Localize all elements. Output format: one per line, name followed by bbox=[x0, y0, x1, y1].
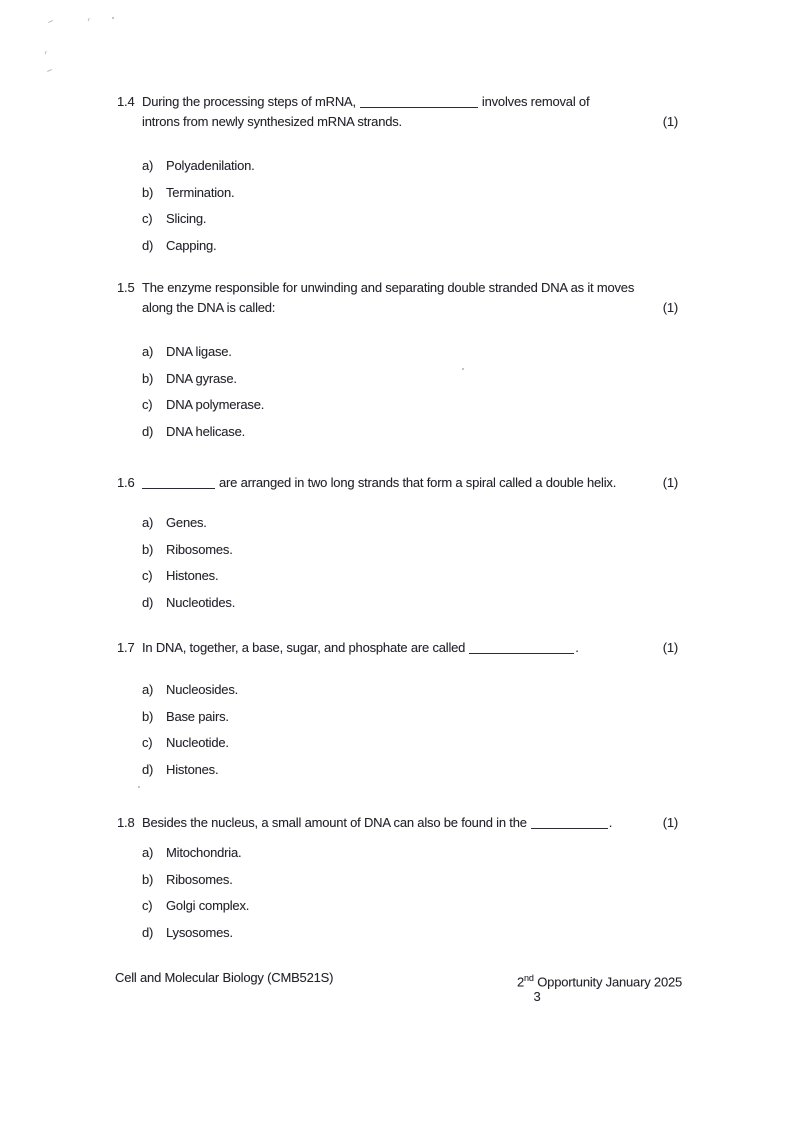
question-number: 1.7 bbox=[117, 640, 135, 655]
scan-artifact bbox=[88, 17, 94, 22]
option-text: Genes. bbox=[166, 515, 207, 530]
option-letter: d) bbox=[142, 761, 154, 777]
option-text: Histones. bbox=[166, 761, 219, 777]
option-text: Polyadenilation. bbox=[166, 158, 255, 173]
fill-in-blank bbox=[469, 640, 574, 654]
question-number: 1.5 bbox=[117, 280, 135, 295]
option-a bbox=[142, 680, 678, 700]
option-letter: d) bbox=[142, 423, 154, 439]
option-letter: b) bbox=[142, 708, 154, 724]
option-letter: c) bbox=[142, 397, 153, 412]
question-number: 1.6 bbox=[117, 475, 135, 490]
option-text: Termination. bbox=[166, 184, 235, 200]
option-list bbox=[117, 843, 678, 943]
option-d bbox=[142, 760, 678, 780]
scan-artifact bbox=[47, 69, 52, 72]
option-c bbox=[142, 395, 678, 415]
question-1-5 bbox=[117, 278, 678, 448]
question-text: . bbox=[575, 640, 579, 655]
option-text: Nucleotides. bbox=[166, 594, 236, 610]
scan-artifact bbox=[45, 50, 51, 55]
question-text: . bbox=[608, 815, 613, 830]
question-text: In DNA, together, a base, sugar, and phosphate are called bbox=[142, 640, 466, 655]
option-letter: c) bbox=[142, 898, 153, 913]
page-number: 3 bbox=[533, 989, 541, 1004]
option-text: Lysosomes. bbox=[166, 924, 233, 940]
option-text: Ribosomes. bbox=[166, 541, 233, 557]
question-1-6 bbox=[117, 473, 678, 619]
marks-label: (1) bbox=[662, 815, 678, 830]
fill-in-blank bbox=[531, 815, 608, 829]
scan-artifact bbox=[112, 17, 114, 19]
footer-session-number: 2 bbox=[517, 974, 525, 990]
question-text: are arranged in two long strands that form a spiral called a double helix. bbox=[219, 475, 617, 490]
option-letter: b) bbox=[142, 871, 154, 887]
footer-ordinal-suffix: nd bbox=[524, 973, 534, 983]
option-text: DNA gyrase. bbox=[166, 370, 237, 386]
question-text-line bbox=[117, 813, 678, 833]
option-b bbox=[142, 369, 678, 389]
option-b bbox=[142, 870, 678, 890]
option-letter: d) bbox=[142, 924, 154, 940]
option-text: Slicing. bbox=[166, 211, 207, 226]
option-letter: a) bbox=[142, 515, 154, 530]
option-list bbox=[117, 156, 678, 256]
option-text: DNA ligase. bbox=[166, 344, 232, 359]
option-a bbox=[142, 156, 678, 176]
option-letter: a) bbox=[142, 682, 154, 697]
option-letter: d) bbox=[142, 237, 154, 253]
option-letter: c) bbox=[142, 568, 153, 583]
option-text: Capping. bbox=[166, 237, 217, 253]
option-c bbox=[142, 566, 678, 586]
option-text: Ribosomes. bbox=[166, 871, 233, 887]
option-d bbox=[142, 923, 678, 943]
option-letter: c) bbox=[142, 211, 153, 226]
question-number: 1.4 bbox=[117, 94, 135, 109]
option-text: Golgi complex. bbox=[166, 898, 250, 913]
option-c bbox=[142, 896, 678, 916]
question-1-4 bbox=[117, 92, 678, 262]
option-d bbox=[142, 422, 678, 442]
option-a bbox=[142, 843, 678, 863]
footer-course-label: Cell and Molecular Biology (CMB521S) bbox=[115, 970, 334, 985]
option-d bbox=[142, 593, 678, 613]
option-c bbox=[142, 733, 678, 753]
question-text-line bbox=[117, 473, 678, 493]
fill-in-blank bbox=[142, 475, 215, 489]
option-text: Nucleosides. bbox=[166, 682, 239, 697]
option-letter: a) bbox=[142, 158, 154, 173]
option-text: DNA helicase. bbox=[166, 423, 246, 439]
question-text: involves removal of bbox=[481, 94, 590, 109]
scan-artifact bbox=[138, 786, 140, 788]
option-list bbox=[117, 680, 678, 780]
option-letter: d) bbox=[142, 594, 154, 610]
marks-label: (1) bbox=[662, 114, 678, 129]
footer-session-rest: Opportunity January 2025 bbox=[533, 974, 683, 990]
option-letter: b) bbox=[142, 541, 154, 557]
question-number: 1.8 bbox=[117, 815, 135, 830]
option-letter: b) bbox=[142, 370, 154, 386]
question-text: Besides the nucleus, a small amount of DNA can also be found in the bbox=[142, 815, 527, 830]
question-text: During the processing steps of mRNA, bbox=[142, 94, 356, 109]
option-a bbox=[142, 342, 678, 362]
question-text-line bbox=[117, 278, 678, 298]
option-c bbox=[142, 209, 678, 229]
question-text-line bbox=[117, 92, 678, 112]
option-letter: b) bbox=[142, 184, 154, 200]
option-b bbox=[142, 707, 678, 727]
scan-artifact bbox=[48, 20, 53, 23]
option-letter: a) bbox=[142, 845, 154, 860]
marks-label: (1) bbox=[662, 475, 678, 490]
option-letter: c) bbox=[142, 735, 153, 750]
option-list bbox=[117, 513, 678, 613]
option-a bbox=[142, 513, 678, 533]
option-text: Base pairs. bbox=[166, 708, 229, 724]
fill-in-blank bbox=[360, 94, 478, 108]
option-letter: a) bbox=[142, 344, 154, 359]
question-text-line bbox=[117, 298, 678, 318]
option-d bbox=[142, 236, 678, 256]
option-text: DNA polymerase. bbox=[166, 397, 265, 412]
question-text: along the DNA is called: bbox=[142, 300, 276, 315]
option-b bbox=[142, 183, 678, 203]
question-text-line bbox=[117, 638, 678, 658]
option-list bbox=[117, 342, 678, 442]
question-text-line bbox=[117, 112, 678, 132]
option-b bbox=[142, 540, 678, 560]
question-1-7 bbox=[117, 638, 678, 786]
question-1-8 bbox=[117, 813, 678, 949]
option-text: Mitochondria. bbox=[166, 845, 242, 860]
question-text: The enzyme responsible for unwinding and separating double stranded DNA as it moves bbox=[142, 280, 635, 295]
option-text: Histones. bbox=[166, 568, 219, 583]
question-text: introns from newly synthesized mRNA strands. bbox=[142, 114, 402, 129]
marks-label: (1) bbox=[662, 300, 678, 315]
marks-label: (1) bbox=[662, 640, 678, 655]
option-text: Nucleotide. bbox=[166, 735, 229, 750]
footer-session-label bbox=[517, 969, 683, 990]
